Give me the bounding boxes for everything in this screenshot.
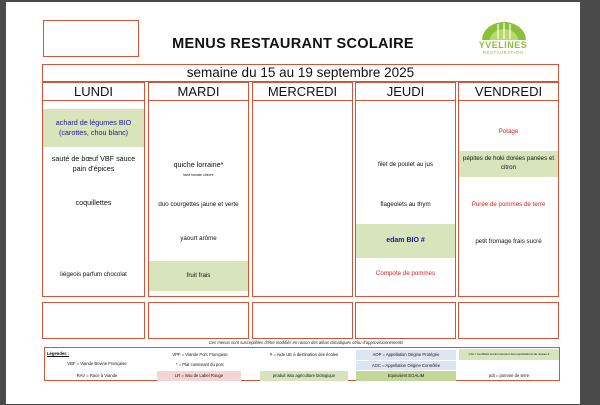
menu-item-main-label: quiche lorraine* — [173, 159, 224, 169]
menu-item-dessert: Compote de pommes — [375, 269, 436, 277]
menu-item-main: pépites de hoki dorées panées et citron — [459, 151, 558, 177]
page-title: MENUS RESTAURANT SCOLAIRE — [172, 36, 414, 52]
legend-aoc: AOC = Appellation Origine Contrôlée — [356, 361, 456, 370]
legend — [44, 347, 560, 381]
day-column-thursday — [355, 82, 456, 297]
menu-item-dairy: yaourt arôme — [180, 234, 217, 242]
legend-csi: CSI = Certifiant environnement des exploitations de niveau 3 — [459, 349, 559, 360]
menu-item-dairy: edam BIO # — [356, 224, 455, 258]
bottom-box-monday — [42, 302, 145, 339]
logo-text-restauration: RESTAURATION — [482, 50, 524, 55]
bottom-box-tuesday — [148, 302, 249, 339]
menu-item-starter: achard de légumes BIO (carottes, chou blanc) — [43, 109, 144, 147]
legend-pdt: pdt = pomme de terre — [488, 373, 530, 379]
legend-vpf: VPF = Viande Porc Française — [172, 352, 228, 358]
menu-item-side: coquillettes — [75, 197, 112, 207]
legend-porc: * = Plat contenant du porc — [175, 362, 225, 368]
bottom-box-thursday — [355, 302, 456, 339]
menu-page — [6, 2, 580, 404]
legend-vbf: VBF = Viande Bovine Française — [67, 361, 127, 367]
day-column-wednesday — [252, 82, 353, 297]
legend-rav: RAV = Race à Viande — [76, 373, 118, 379]
menu-item-main-alternative: tarte tomate chèvre — [183, 173, 214, 178]
day-header-thursday: JEUDI — [356, 83, 455, 101]
menu-item-side: Purée de pommes de terre — [471, 200, 546, 208]
legend-aide-ue: # = Aide UE à destination des écoles — [269, 352, 339, 358]
bottom-box-wednesday — [252, 302, 353, 339]
menu-item-main — [149, 153, 248, 185]
day-header-tuesday: MARDI — [149, 83, 248, 101]
menu-item-main: sauté de bœuf VBF sauce pain d'épices — [51, 153, 136, 173]
legend-aop: AOP = Appellation Origine Protégée — [356, 350, 456, 360]
menu-item-dessert: liégeois parfum chocolat — [60, 270, 127, 278]
menu-item-dairy: petit fromage frais sucré — [475, 237, 542, 245]
day-column-monday — [42, 82, 145, 297]
menu-item-side: flageolets au thym — [380, 200, 431, 208]
legend-egalim: Equivalent EGALIM — [356, 371, 456, 381]
menu-item-main: filet de poulet au jus — [377, 160, 434, 168]
bottom-box-friday — [458, 302, 559, 339]
menu-item-starter: Potage — [498, 127, 519, 135]
week-label: semaine du 15 au 19 septembre 2025 — [42, 64, 559, 82]
legend-label-rouge: LR = issu de Label Rouge — [157, 371, 241, 381]
day-header-wednesday: MERCREDI — [253, 83, 352, 101]
logo-text-yvelines: YVELINES — [478, 40, 528, 50]
menu-item-dessert: fruit frais — [149, 261, 248, 291]
day-header-monday: LUNDI — [43, 83, 144, 101]
day-column-tuesday — [148, 82, 249, 297]
top-left-box — [43, 20, 139, 57]
day-header-friday: VENDREDI — [459, 83, 558, 101]
day-column-friday — [458, 82, 559, 297]
footer-note: Ces menus sont susceptibles d'être modifiés en raison des aléas climatiques et/ou d'approvisionnements — [208, 340, 404, 345]
legend-title: Légendes : — [47, 351, 70, 357]
menu-item-side: duo courgettes jaune et verte — [158, 200, 239, 208]
legend-bio: produit issu agriculture biologique — [260, 371, 348, 381]
